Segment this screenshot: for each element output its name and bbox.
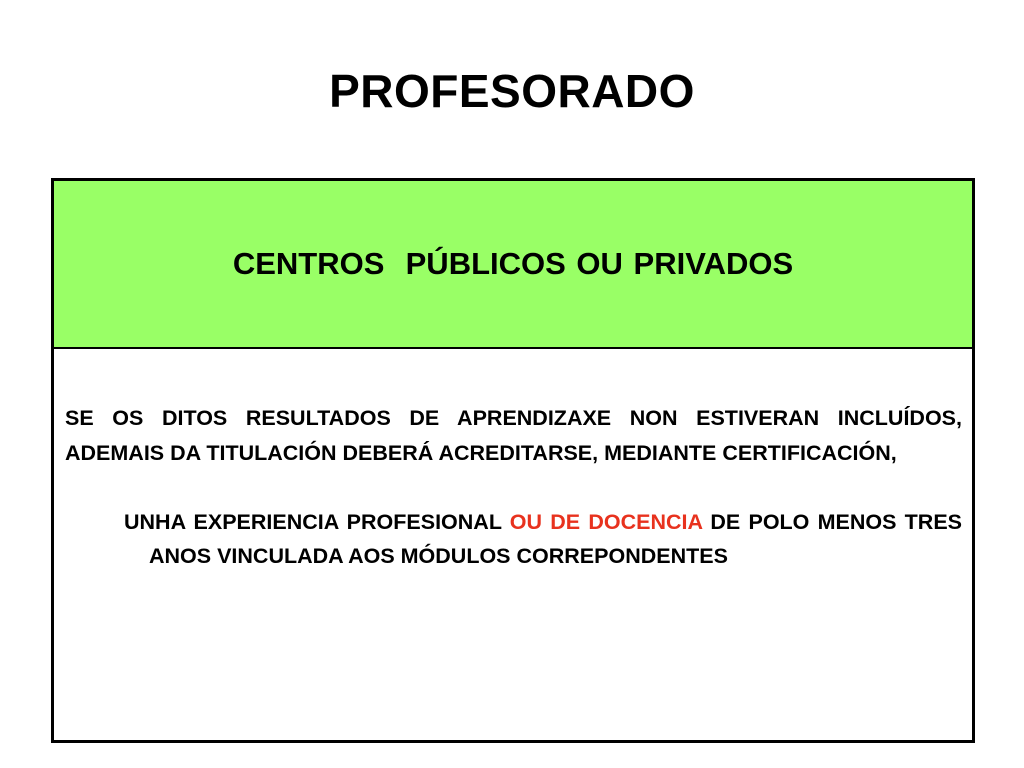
bullet-text-after: DE POLO MENOS TRES ANOS VINCULADA AOS MÓDULOS CORREPONDENTES [149,510,962,568]
bullet-text-before: UNHA EXPERIENCIA PROFESIONAL [124,510,510,534]
box-header [54,181,972,349]
content-box [51,178,975,743]
slide-title: PROFESORADO [329,65,695,117]
bullet-highlight-text: OU DE DOCENCIA [509,510,703,534]
box-body [54,349,972,573]
experience-bullet [65,505,962,573]
requirement-paragraph: SE OS DITOS RESULTADOS DE APRENDIZAXE NON ESTIVERAN INCLUÍDOS, ADEMAIS DA TITULACIÓN DEBERÁ ACREDITARSE, MEDIANTE CERTIFICACIÓN, [65,406,962,465]
box-header-text: CENTROS PÚBLICOS OU PRIVADOS [232,246,794,281]
